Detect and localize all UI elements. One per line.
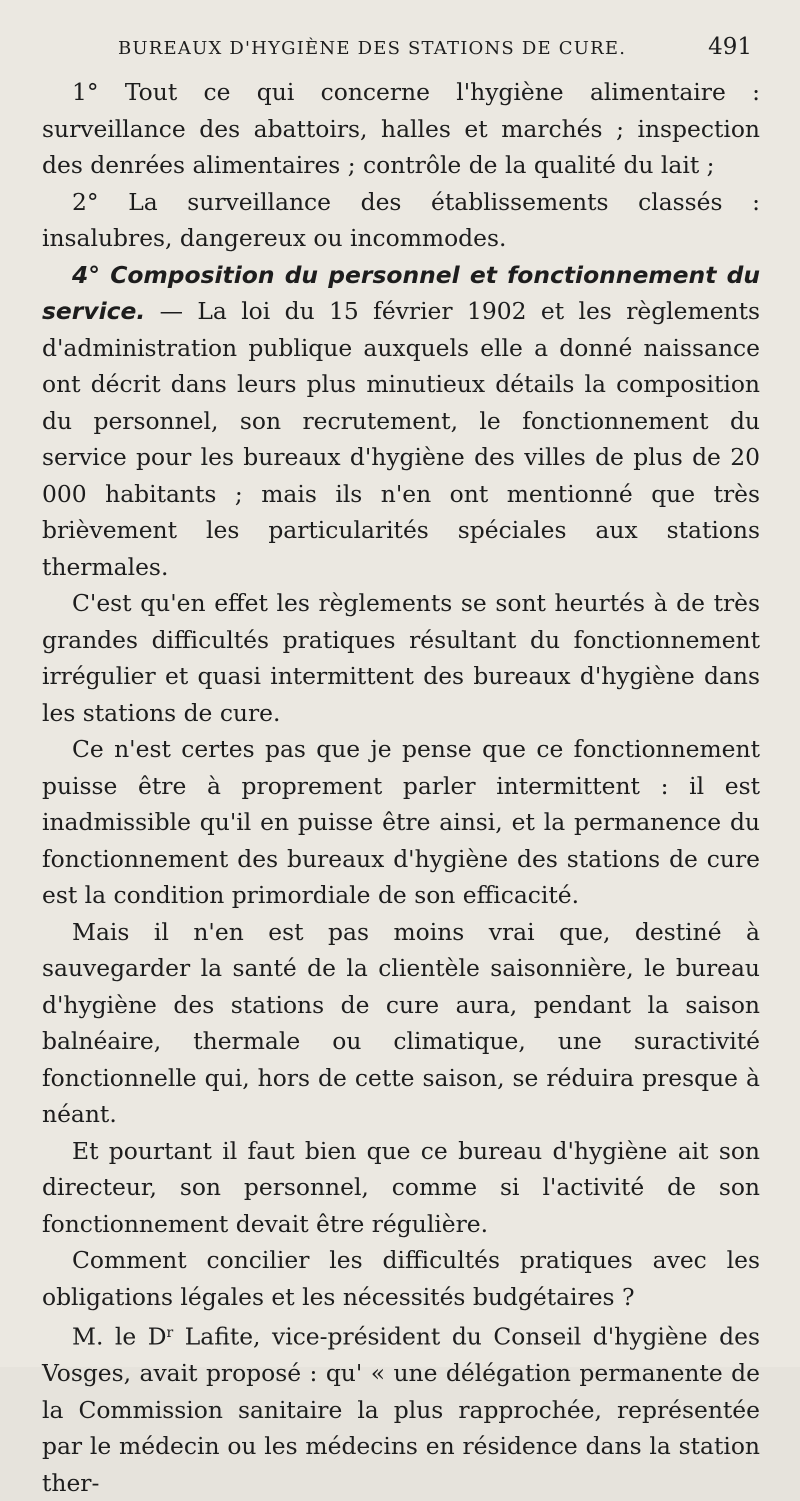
paragraph-8 bbox=[42, 1242, 760, 1315]
paragraph-text: 2° La surveillance des établissements classés : insalubres, dangereux ou incommodes. bbox=[42, 187, 760, 252]
paragraph-text: — La loi du 15 février 1902 et les règlements d'administration publique auxquels elle a donné naissance ont décrit dans leurs plus minutieux détails la composition du personnel, son recrutement, le fonctionnement du service pour les bureaux d'hygiène des villes de plus de 20 000 habitants ; mais ils n'en ont mentionné que très brièvement les particularités spéciales aux stations thermales. bbox=[42, 297, 760, 581]
running-head bbox=[42, 34, 760, 74]
running-title: BUREAUX D'HYGIÈNE DES STATIONS DE CURE. bbox=[118, 38, 627, 59]
body-text bbox=[42, 74, 760, 1501]
paragraph-7 bbox=[42, 1133, 760, 1243]
paragraph-text: Comment concilier les difficultés pratiques avec les obligations légales et les nécessités budgétaires ? bbox=[42, 1246, 760, 1311]
title-superscript: r bbox=[166, 1325, 174, 1341]
paragraph-3 bbox=[42, 257, 760, 586]
paragraph-9 bbox=[42, 1315, 760, 1501]
page-number: 491 bbox=[708, 34, 752, 60]
paragraph-text: 1° Tout ce qui concerne l'hygiène alimentaire : surveillance des abattoirs, halles et marchés ; inspection des denrées alimentaires ; contrôle de la qualité du lait ; bbox=[42, 78, 760, 179]
paragraph-4 bbox=[42, 585, 760, 731]
paragraph-6 bbox=[42, 914, 760, 1133]
paragraph-1 bbox=[42, 74, 760, 184]
paragraph-text: Et pourtant il faut bien que ce bureau d'hygiène ait son directeur, son personnel, comme si l'activité de son fonctionnement devait être régulière. bbox=[42, 1136, 760, 1238]
paragraph-5 bbox=[42, 731, 760, 914]
section-heading: 4° Composition du personnel et fonctionnement du service. bbox=[42, 260, 760, 325]
paragraph-text: Lafite, vice-président du Conseil d'hygiène des Vosges, avait proposé : qu' « une délégation permanente de la Commission sanitaire la plus rapprochée, représentée par le médecin ou les médecins en résidence dans la station ther- bbox=[42, 1322, 760, 1497]
paragraph-text: Ce n'est certes pas que je pense que ce fonctionnement puisse être à proprement parler intermittent : il est inadmissible qu'il en puisse être ainsi, et la permanence du fonctionnement des bureaux d'hygiène des stations de cure est la condition primordiale de son efficacité. bbox=[42, 735, 760, 909]
paragraph-2 bbox=[42, 184, 760, 257]
title-prefix: M. le D bbox=[72, 1322, 167, 1351]
paragraph-text: C'est qu'en effet les règlements se sont heurtés à de très grandes difficultés pratiques résultant du fonctionnement irrégulier et quasi intermittent des bureaux d'hygiène dans les stations de cure. bbox=[42, 589, 760, 727]
paragraph-text: Mais il n'en est pas moins vrai que, destiné à sauvegarder la santé de la clientèle saisonnière, le bureau d'hygiène des stations de cure aura, pendant la saison balnéaire, thermale ou climatique, une suractivité fonctionnelle qui, hors de cette saison, se réduira presque à néant. bbox=[42, 917, 760, 1128]
